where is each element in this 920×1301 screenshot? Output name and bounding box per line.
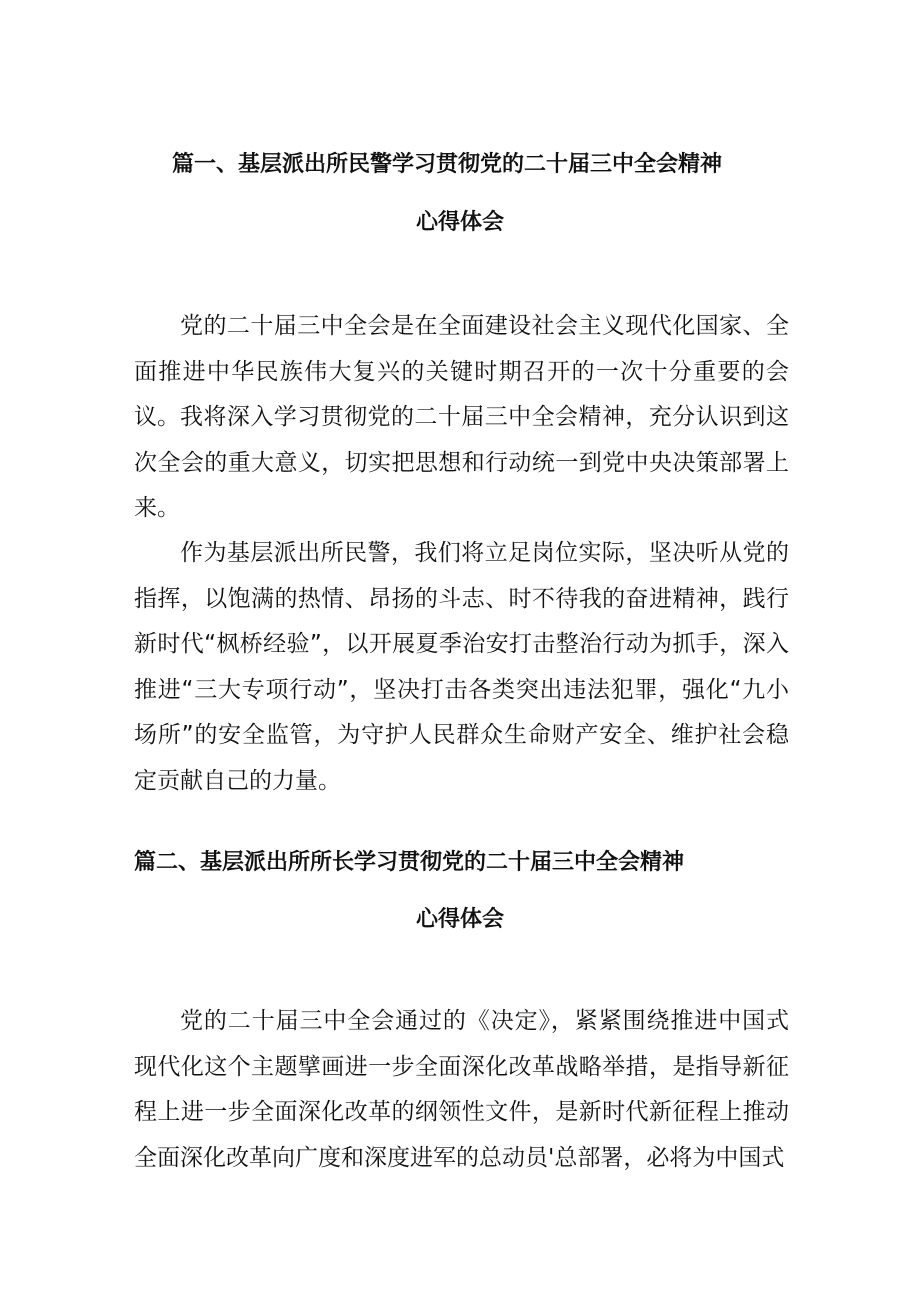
section-1-title-line-1: 篇一、基层派出所民警学习贯彻党的二十届三中全会精神: [172, 152, 723, 177]
section-2-title-line-1: 篇二、基层派出所所长学习贯彻党的二十届三中全会精神: [134, 850, 685, 875]
section-1-paragraph-2: 我将深入学习贯彻党的二十届三中全会精神，充分认识到这次全会的重大意义，切实把思想和行动统一到党中央决策部署上来。: [134, 404, 789, 522]
section-1-title-line-2: 心得体会: [416, 210, 505, 235]
section-2-title-line-2: 心得体会: [416, 907, 505, 932]
section-2-paragraph-1: 党的二十届三中全会通过的《决定》，紧紧围绕推进中国式现代化这个主题擘画进一步全面深化改革战略举措，是指导新征程上进一步全面深化改革的纲领性文件，是新时代新征程上推动全面深化改革向广度和深度进军的总动员'总部署，必将为中国式: [134, 1008, 789, 1171]
section-1-paragraph-1: 党的二十届三中全会是在全面建设社会主义现代化国家、全面推进中华民族伟大复兴的关键时期召开的一次十分重要的会议。: [134, 313, 789, 431]
section-1-paragraph-3: 作为基层派出所民警，我们将立足岗位实际，坚决听从党的指挥，以饱满的热情、昂扬的斗志、时不待我的奋进精神，践行新时代“枫桥经验”，以开展夏季治安打击整治行动为抓手，深入推进“三大专项行动”，坚决打击各类突出违法犯罪，强化“九小场所”的安全监管，为守护人民群众生命财产安全、维护社会稳定贡献自己的力量。: [134, 540, 789, 794]
